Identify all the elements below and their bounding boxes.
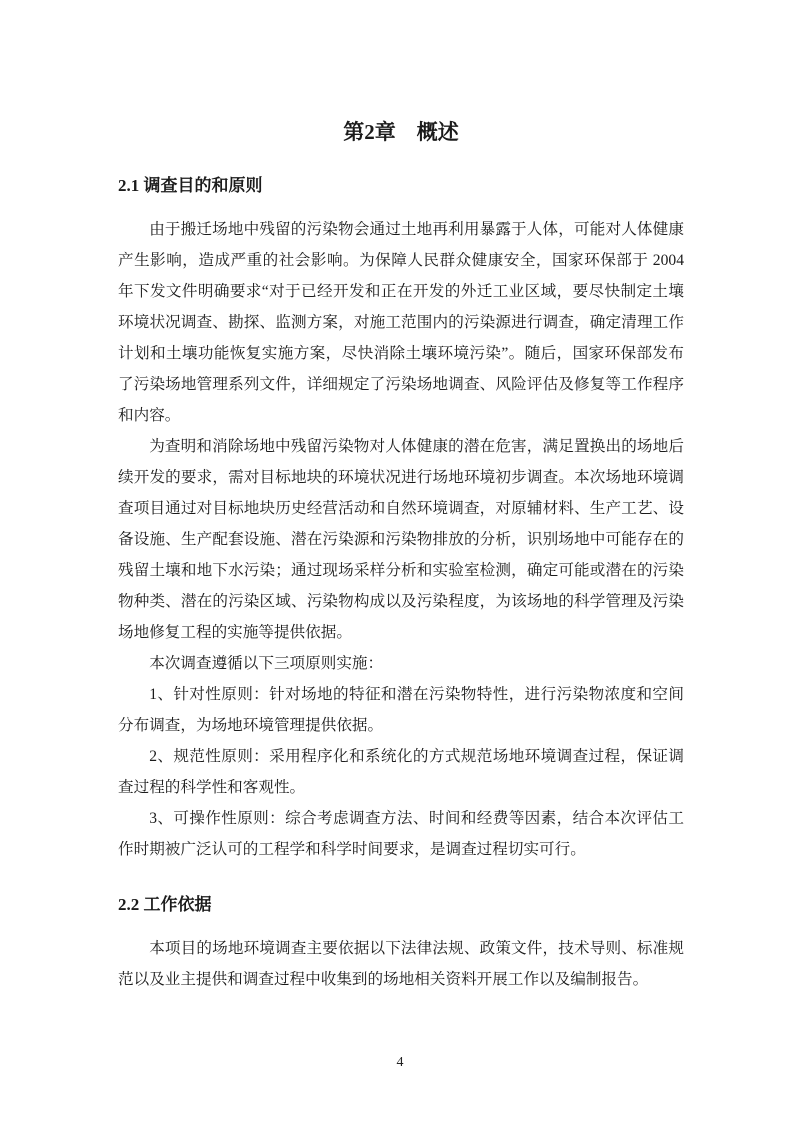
- paragraph: 本次调查遵循以下三项原则实施：: [149, 655, 384, 672]
- chapter-title: 第2章 概述: [343, 120, 459, 144]
- paragraph: 3、可操作性原则：综合考虑调查方法、时间和经费等因素，结合本次评估工作时期被广泛认可的工程学和科学时间要求，是调查过程切实可行。: [118, 810, 684, 858]
- paragraph: 为查明和消除场地中残留污染物对人体健康的潜在危害，满足置换出的场地后续开发的要求，需对目标地块的环境状况进行场地环境初步调查。本次场地环境调查项目通过对目标地块历史经营活动和自然环境调查，对原辅材料、生产工艺、设备设施、生产配套设施、潜在污染源和污染物排放的分析，识别场地中可能存在的残留土壤和地下水污染；通过现场采样分析和实验室检测，确定可能或潜在的污染物种类、潜在的污染区域、污染物构成以及污染程度，为该场地的科学管理及污染场地修复工程的实施等提供依据。: [118, 438, 684, 641]
- section-heading-2-2: 2.2 工作依据: [118, 895, 212, 914]
- paragraph: 本项目的场地环境调查主要依据以下法律法规、政策文件，技术导则、标准规范以及业主提供和调查过程中收集到的场地相关资料开展工作以及编制报告。: [118, 940, 684, 988]
- paragraph: 由于搬迁场地中残留的污染物会通过土地再利用暴露于人体，可能对人体健康产生影响，造成严重的社会影响。为保障人民群众健康安全，国家环保部于 2004 年下发文件明确要求“对于已经开发和正在开发的外迁工业区域，要尽快制定土壤环境状况调查、勘探、监测方案，对施工范围内的污染源进行调查，确定清理工作计划和土壤功能恢复实施方案，尽快消除土壤环境污染”。随后，国家环保部发布了污染场地管理系列文件，详细规定了污染场地调查、风险评估及修复等工作程序和内容。: [118, 221, 684, 424]
- section-heading-2-1: 2.1 调查目的和原则: [118, 176, 263, 195]
- page-number: 4: [396, 1055, 404, 1070]
- paragraph: 1、针对性原则：针对场地的特征和潜在污染物特性，进行污染物浓度和空间分布调查，为场地环境管理提供依据。: [118, 686, 684, 734]
- paragraph: 2、规范性原则：采用程序化和系统化的方式规范场地环境调查过程，保证调查过程的科学性和客观性。: [118, 748, 684, 796]
